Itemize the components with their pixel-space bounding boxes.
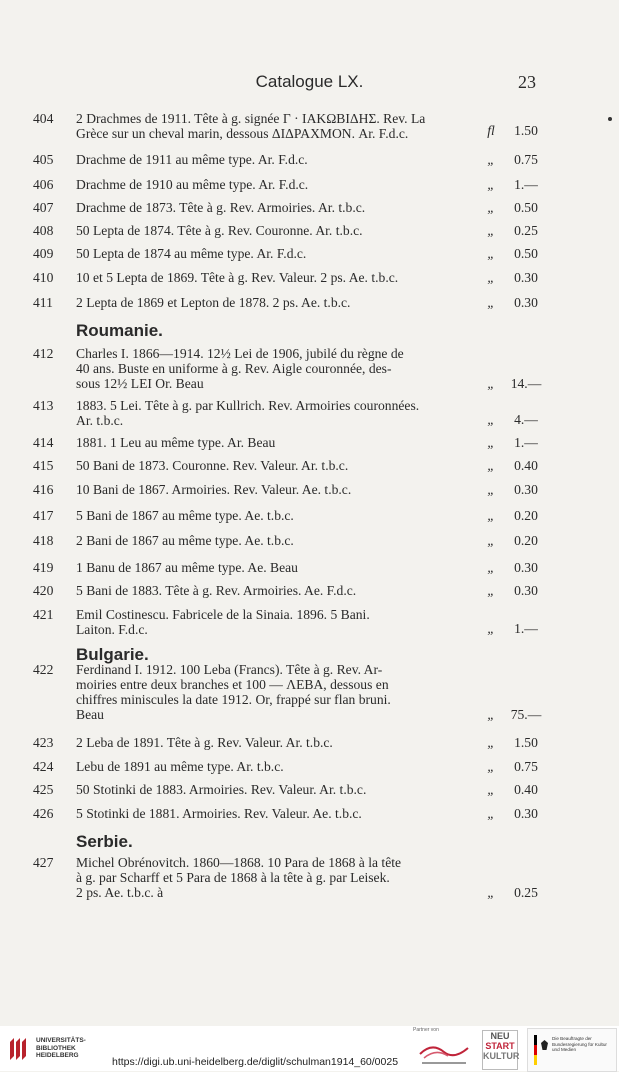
entry-number: 422 bbox=[33, 662, 54, 677]
entry-price: 1.— bbox=[514, 177, 538, 192]
entry-line: Emil Costinescu. Fabricele de la Sinaia. 1896. 5 Bani. bbox=[76, 607, 370, 622]
entry-price: 14.— bbox=[510, 376, 542, 391]
partner-logo-icon[interactable] bbox=[414, 1034, 474, 1068]
currency-mark: „ bbox=[487, 508, 495, 523]
currency-mark: „ bbox=[487, 735, 495, 750]
entry-description bbox=[76, 458, 472, 473]
entry-line: 2 Drachmes de 1911. Tête à g. signée Γ · ΙΑΚΩΒΙΔΗΣ. Rev. La bbox=[76, 111, 426, 126]
entry-number: 427 bbox=[33, 855, 54, 870]
university-library-logo-icon[interactable] bbox=[8, 1036, 30, 1062]
entry-line: 5 Bani de 1867 au même type. Ae. t.b.c. bbox=[76, 508, 294, 523]
entry-price: 1.50 bbox=[514, 123, 538, 138]
entry-price: 4.— bbox=[514, 412, 538, 427]
entry-number: 406 bbox=[33, 177, 54, 192]
entry-description bbox=[76, 398, 472, 428]
currency-mark: „ bbox=[487, 759, 495, 774]
entry-line: 1881. 1 Leu au même type. Ar. Beau bbox=[76, 435, 276, 450]
entry-price: 1.— bbox=[514, 621, 538, 636]
entry-price: 0.50 bbox=[514, 246, 538, 261]
eagle-icon bbox=[540, 1039, 549, 1051]
currency-mark: „ bbox=[487, 782, 495, 797]
entry-line: 5 Bani de 1883. Tête à g. Rev. Armoiries. Ae. F.d.c. bbox=[76, 583, 357, 598]
entry-price: 0.30 bbox=[514, 482, 538, 497]
entry-number: 413 bbox=[33, 398, 54, 413]
page-title: Catalogue LX. bbox=[255, 72, 364, 91]
entry-line: Laiton. F.d.c. bbox=[76, 622, 148, 637]
currency-mark: „ bbox=[487, 246, 495, 261]
entry-description bbox=[76, 806, 472, 821]
entry-number: 416 bbox=[33, 482, 54, 497]
currency-mark: „ bbox=[487, 412, 495, 427]
entry-number: 415 bbox=[33, 458, 54, 473]
entry-description bbox=[76, 111, 472, 141]
entry-number: 407 bbox=[33, 200, 54, 215]
entry-description bbox=[76, 435, 472, 450]
currency-mark: „ bbox=[487, 806, 495, 821]
entry-line: 2 ps. Ae. t.b.c. à bbox=[76, 885, 164, 900]
currency-mark: „ bbox=[487, 200, 495, 215]
currency-mark: „ bbox=[487, 707, 495, 722]
entry-price: 0.30 bbox=[514, 295, 538, 310]
entry-price: 0.20 bbox=[514, 533, 538, 548]
entry-line: Drachme de 1910 au même type. Ar. F.d.c. bbox=[76, 177, 309, 192]
entry-price: 0.75 bbox=[514, 759, 538, 774]
entry-line: Charles I. 1866—1914. 12½ Lei de 1906, jubilé du règne de bbox=[76, 346, 404, 361]
currency-mark: „ bbox=[487, 223, 495, 238]
entry-number: 404 bbox=[33, 111, 54, 126]
entry-description bbox=[76, 482, 472, 497]
entry-number: 423 bbox=[33, 735, 54, 750]
entry-line: Lebu de 1891 au même type. Ar. t.b.c. bbox=[76, 759, 284, 774]
entry-price: 0.30 bbox=[514, 270, 538, 285]
entry-price: 1.50 bbox=[514, 735, 538, 750]
entry-line: Drachme de 1911 au même type. Ar. F.d.c. bbox=[76, 152, 308, 167]
entry-price: 0.40 bbox=[514, 458, 538, 473]
section-heading-serbie: Serbie. bbox=[76, 832, 133, 851]
entry-number: 412 bbox=[33, 346, 54, 361]
currency-mark: „ bbox=[487, 295, 495, 310]
entry-price: 0.30 bbox=[514, 583, 538, 598]
entry-description bbox=[76, 583, 472, 598]
entry-line: 1883. 5 Lei. Tête à g. par Kullrich. Rev. Armoiries couronnées. bbox=[76, 398, 420, 413]
entry-description bbox=[76, 346, 472, 391]
currency-mark: „ bbox=[487, 152, 495, 167]
federal-government-logo[interactable] bbox=[527, 1028, 617, 1072]
entry-price: 0.20 bbox=[514, 508, 538, 523]
entry-description bbox=[76, 759, 472, 774]
entry-number: 426 bbox=[33, 806, 54, 821]
german-flag-icon bbox=[534, 1035, 537, 1065]
currency-mark: „ bbox=[487, 458, 495, 473]
entry-line: Grèce sur un cheval marin, dessous ΔΙΔΡΑΧΜΟΝ. Ar. F.d.c. bbox=[76, 126, 409, 141]
currency-mark: „ bbox=[487, 482, 495, 497]
currency-mark: „ bbox=[487, 583, 495, 598]
entry-number: 410 bbox=[33, 270, 54, 285]
neustart-kultur-logo[interactable]: NEU START KULTUR bbox=[482, 1030, 518, 1070]
entry-line: 2 Leba de 1891. Tête à g. Rev. Valeur. Ar. t.b.c. bbox=[76, 735, 333, 750]
entry-line: Ar. t.b.c. bbox=[76, 413, 124, 428]
entry-price: 0.40 bbox=[514, 782, 538, 797]
entry-description bbox=[76, 270, 472, 285]
entry-description bbox=[76, 246, 472, 261]
entry-line: moiries entre deux branches et 100 — ΛΕΒΑ, dessous en bbox=[76, 677, 389, 692]
currency-mark: „ bbox=[487, 621, 495, 636]
partner-label: Partner von bbox=[413, 1027, 439, 1033]
section-heading-roumanie: Roumanie. bbox=[76, 321, 163, 340]
page-number: 23 bbox=[518, 72, 536, 92]
entry-line: Drachme de 1873. Tête à g. Rev. Armoiries. Ar. t.b.c. bbox=[76, 200, 366, 215]
entry-number: 421 bbox=[33, 607, 54, 622]
entry-line: 50 Lepta de 1874. Tête à g. Rev. Couronne. Ar. t.b.c. bbox=[76, 223, 363, 238]
entry-price: 1.— bbox=[514, 435, 538, 450]
entry-line: 40 ans. Buste en uniforme à g. Rev. Aigle couronnée, des- bbox=[76, 361, 392, 376]
entry-line: sous 12½ LEI Or. Beau bbox=[76, 376, 204, 391]
currency-mark: „ bbox=[487, 177, 495, 192]
entry-line: 5 Stotinki de 1881. Armoiries. Rev. Valeur. Ae. t.b.c. bbox=[76, 806, 362, 821]
entry-price: 0.30 bbox=[514, 560, 538, 575]
entry-line: 10 et 5 Lepta de 1869. Tête à g. Rev. Valeur. 2 ps. Ae. t.b.c. bbox=[76, 270, 399, 285]
entry-number: 420 bbox=[33, 583, 54, 598]
entry-description bbox=[76, 607, 472, 637]
entry-line: Beau bbox=[76, 707, 104, 722]
entry-number: 425 bbox=[33, 782, 54, 797]
entry-line: Michel Obrénovitch. 1860—1868. 10 Para de 1868 à la tête bbox=[76, 855, 402, 870]
entry-number: 411 bbox=[33, 295, 53, 310]
page-header bbox=[0, 72, 619, 96]
entry-number: 418 bbox=[33, 533, 54, 548]
entry-price: 0.25 bbox=[514, 223, 538, 238]
footer-bar bbox=[0, 1026, 619, 1071]
entry-line: 50 Lepta de 1874 au même type. Ar. F.d.c. bbox=[76, 246, 307, 261]
entry-description bbox=[76, 782, 472, 797]
currency-mark: „ bbox=[487, 376, 495, 391]
library-name: UNIVERSITÄTS- BIBLIOTHEK HEIDELBERG bbox=[36, 1037, 86, 1059]
entry-number: 409 bbox=[33, 246, 54, 261]
entry-description bbox=[76, 560, 472, 575]
entry-number: 405 bbox=[33, 152, 54, 167]
entry-line: 2 Bani de 1867 au même type. Ae. t.b.c. bbox=[76, 533, 294, 548]
currency-mark: „ bbox=[487, 435, 495, 450]
entry-line: 2 Lepta de 1869 et Lepton de 1878. 2 ps. Ae. t.b.c. bbox=[76, 295, 351, 310]
entry-line: Ferdinand I. 1912. 100 Leba (Francs). Tête à g. Rev. Ar- bbox=[76, 662, 383, 677]
entry-number: 408 bbox=[33, 223, 54, 238]
entry-line: 50 Stotinki de 1883. Armoiries. Rev. Valeur. Ar. t.b.c. bbox=[76, 782, 367, 797]
currency-mark: „ bbox=[487, 560, 495, 575]
entry-price: 75.— bbox=[510, 707, 542, 722]
entry-number: 419 bbox=[33, 560, 54, 575]
currency-mark: „ bbox=[487, 885, 495, 900]
entry-description bbox=[76, 152, 472, 167]
entry-line: chiffres miniscules la date 1912. Or, frappé sur flan bruni. bbox=[76, 692, 391, 707]
entry-price: 0.30 bbox=[514, 806, 538, 821]
federal-government-text: Die Beauftragte der Bundesregierung für Kultur und Medien bbox=[552, 1036, 607, 1052]
entry-number: 417 bbox=[33, 508, 54, 523]
entry-description bbox=[76, 508, 472, 523]
entry-line: 1 Banu de 1867 au même type. Ae. Beau bbox=[76, 560, 298, 575]
section-heading-bulgarie: Bulgarie. bbox=[76, 645, 149, 664]
entry-price: 0.50 bbox=[514, 200, 538, 215]
entry-line: 10 Bani de 1867. Armoiries. Rev. Valeur. Ae. t.b.c. bbox=[76, 482, 352, 497]
currency-mark: fl bbox=[487, 123, 495, 138]
margin-dot bbox=[608, 117, 612, 121]
entry-description bbox=[76, 223, 472, 238]
entry-description bbox=[76, 177, 472, 192]
currency-mark: „ bbox=[487, 270, 495, 285]
currency-mark: „ bbox=[487, 533, 495, 548]
entry-price: 0.25 bbox=[514, 885, 538, 900]
entry-price: 0.75 bbox=[514, 152, 538, 167]
entry-line: 50 Bani de 1873. Couronne. Rev. Valeur. Ar. t.b.c. bbox=[76, 458, 349, 473]
entry-number: 414 bbox=[33, 435, 54, 450]
entry-description bbox=[76, 855, 472, 900]
entry-description bbox=[76, 735, 472, 750]
entry-description bbox=[76, 295, 472, 310]
entry-description bbox=[76, 200, 472, 215]
entry-description bbox=[76, 533, 472, 548]
document-url[interactable]: https://digi.ub.uni-heidelberg.de/diglit/schulman1914_60/0025 bbox=[112, 1056, 399, 1068]
entry-line: à g. par Scharff et 5 Para de 1868 à la tête à g. par Leisek. bbox=[76, 870, 390, 885]
entry-number: 424 bbox=[33, 759, 54, 774]
entry-description bbox=[76, 662, 472, 722]
